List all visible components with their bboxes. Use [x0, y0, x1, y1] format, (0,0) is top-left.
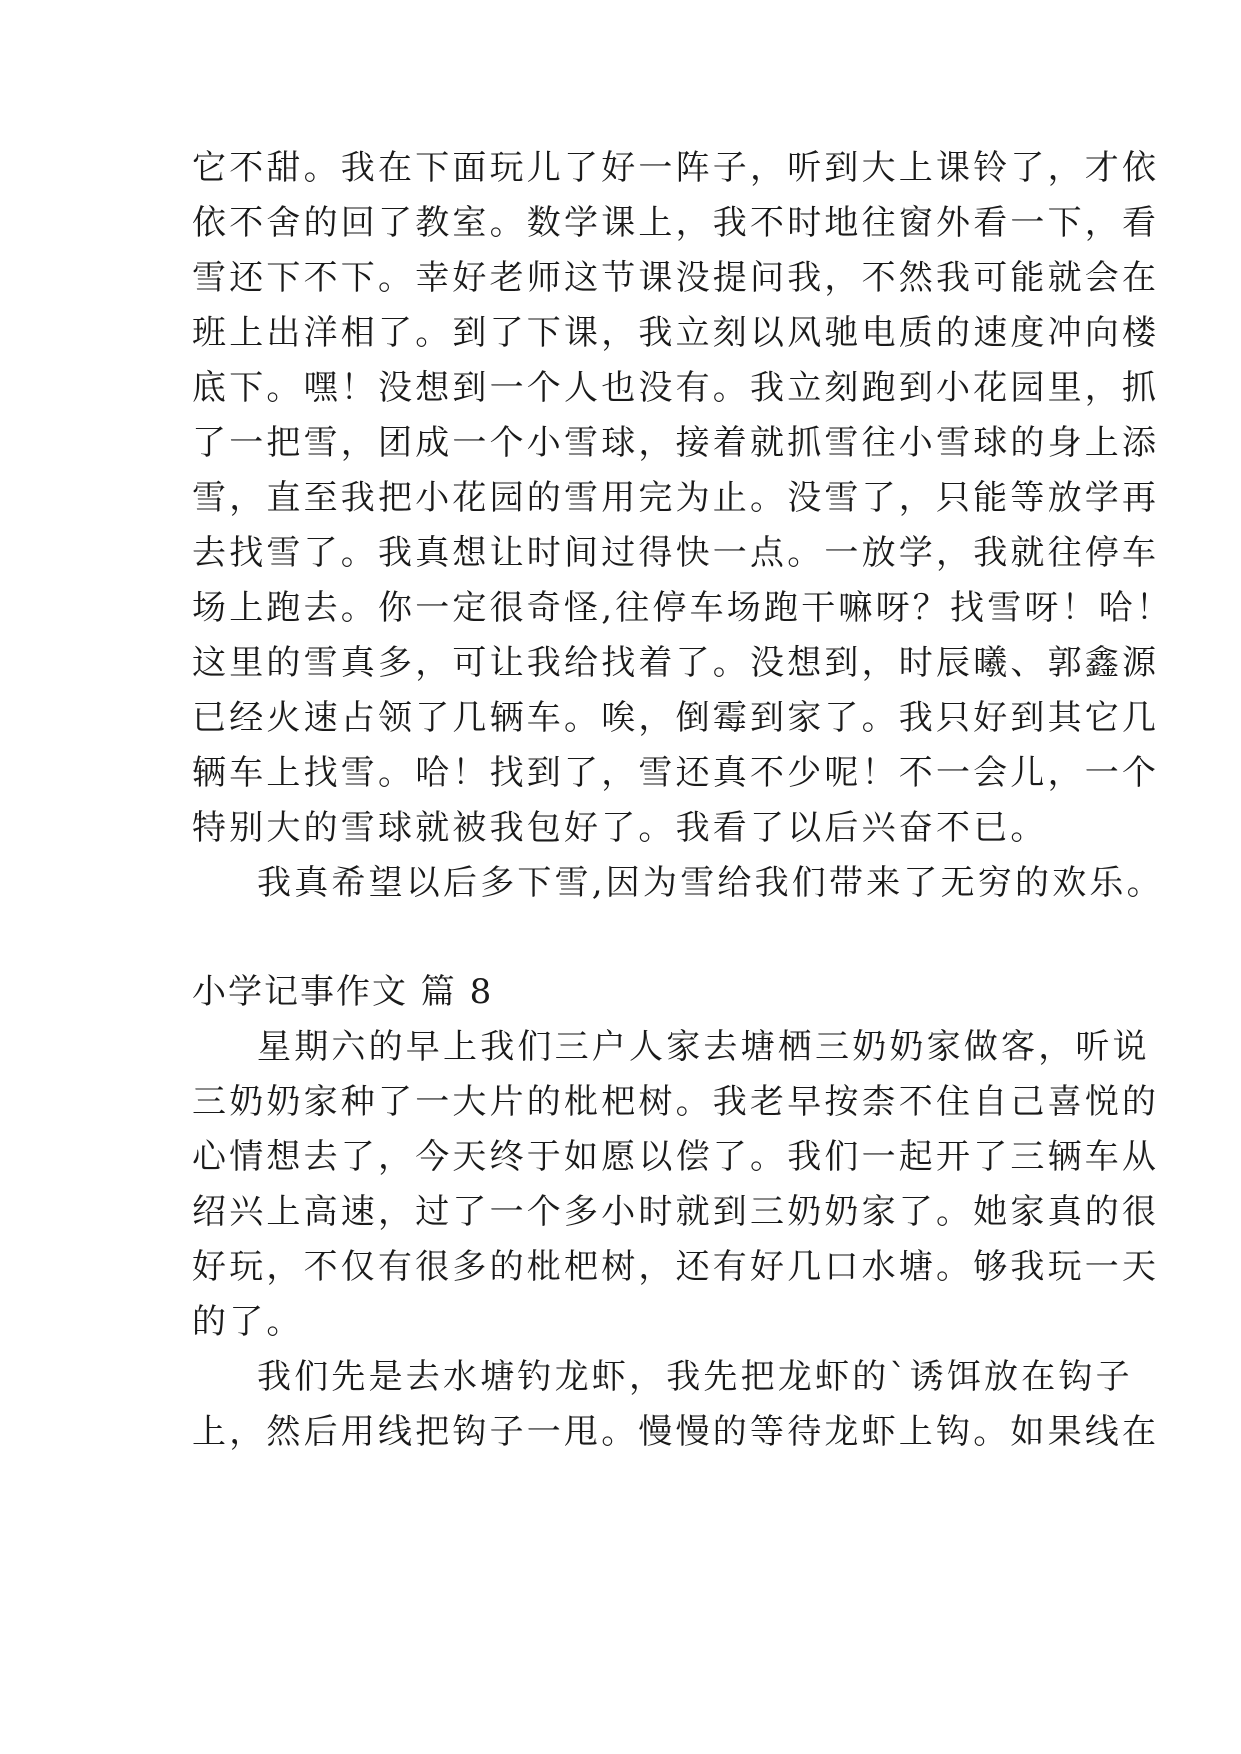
paragraph-line: 场上跑去。你一定很奇怪,往停车场跑干嘛呀？找雪呀！哈！: [192, 588, 1174, 628]
paragraph-line: 了一把雪，团成一个小雪球，接着就抓雪往小雪球的身上添: [192, 423, 1160, 463]
paragraph-line: 依不舍的回了教室。数学课上，我不时地往窗外看一下，看: [192, 203, 1160, 243]
paragraph-line: 上，然后用线把钩子一甩。慢慢的等待龙虾上钩。如果线在: [192, 1412, 1160, 1452]
paragraph-line: 辆车上找雪。哈！找到了，雪还真不少呢！不一会儿，一个: [192, 753, 1160, 793]
paragraph-line: 好玩，不仅有很多的枇杷树，还有好几口水塘。够我玩一天: [192, 1247, 1160, 1287]
paragraph-line: 雪，直至我把小花园的雪用完为止。没雪了，只能等放学再: [192, 478, 1160, 518]
paragraph-line: 雪还下不下。幸好老师这节课没提问我，不然我可能就会在: [192, 258, 1160, 298]
section-heading: 小学记事作文 篇 8: [192, 972, 494, 1012]
paragraph-line: 我们先是去水塘钓龙虾，我先把龙虾的`诱饵放在钩子: [257, 1357, 1133, 1397]
paragraph-line: 的了。: [192, 1302, 304, 1342]
paragraph-line: 去找雪了。我真想让时间过得快一点。一放学，我就往停车: [192, 533, 1160, 573]
paragraph-line: 底下。嘿！没想到一个人也没有。我立刻跑到小花园里，抓: [192, 368, 1160, 408]
paragraph-line: 这里的雪真多，可让我给找着了。没想到，时辰曦、郭鑫源: [192, 643, 1160, 683]
paragraph-line: 班上出洋相了。到了下课，我立刻以风驰电质的速度冲向楼: [192, 313, 1160, 353]
closing-paragraph: 我真希望以后多下雪,因为雪给我们带来了无穷的欢乐。: [257, 863, 1164, 903]
paragraph-line: 心情想去了，今天终于如愿以偿了。我们一起开了三辆车从: [192, 1137, 1160, 1177]
paragraph-line: 绍兴上高速，过了一个多小时就到三奶奶家了。她家真的很: [192, 1192, 1160, 1232]
paragraph-line: 特别大的雪球就被我包好了。我看了以后兴奋不已。: [192, 808, 1048, 848]
paragraph-line: 星期六的早上我们三户人家去塘栖三奶奶家做客，听说: [257, 1027, 1150, 1067]
paragraph-line: 三奶奶家种了一大片的枇杷树。我老早按柰不住自己喜悦的: [192, 1082, 1160, 1122]
paragraph-line: 已经火速占领了几辆车。唉，倒霉到家了。我只好到其它几: [192, 698, 1160, 738]
paragraph-line: 它不甜。我在下面玩儿了好一阵子，听到大上课铃了，才依: [192, 148, 1160, 188]
